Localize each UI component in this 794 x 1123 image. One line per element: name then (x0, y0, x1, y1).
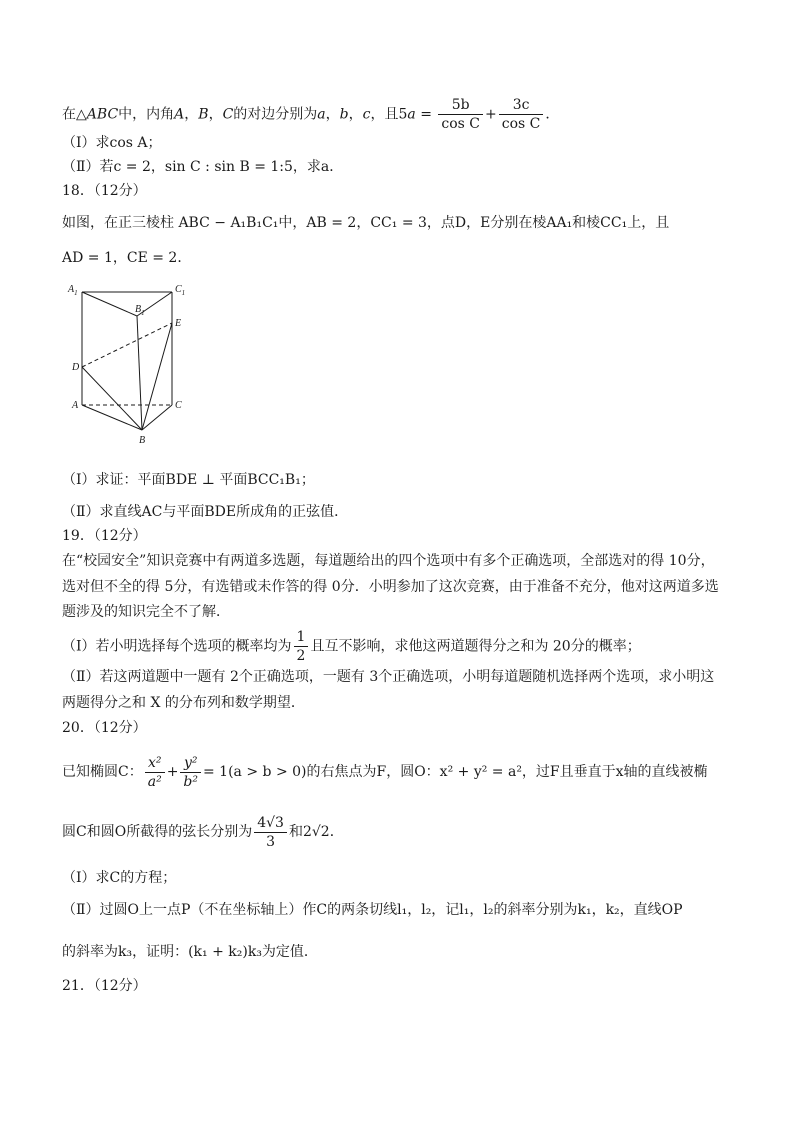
q17-angle-a: A (174, 106, 185, 123)
q20-y-num: y² (180, 754, 201, 773)
q17-stem-c: 的对边分别为 (233, 106, 318, 123)
q17-comma: ， (325, 106, 340, 123)
edge-bb1 (137, 316, 142, 430)
q20-stem-line1 (62, 752, 708, 792)
q19-part1-text-b: 且互不影响，求他这两道题得分之和为 20分的概率； (310, 638, 641, 655)
q17-angle-b: B (198, 106, 209, 123)
q20-x-num: x² (145, 754, 165, 773)
q20-chord-num: 4√3 (254, 814, 287, 833)
q17-plus: + (485, 106, 497, 123)
q17-comma: ， (208, 106, 223, 123)
q17-fraction-1-num: 5b (438, 96, 483, 115)
q18-stem-line2: AD = 1，CE = 2． (62, 250, 192, 266)
q20-stem-d: 和2√2． (288, 824, 344, 840)
q18-part1: （Ⅰ）求证：平面BDE ⊥ 平面BCC₁B₁； (62, 472, 315, 488)
edge-ab (82, 405, 142, 430)
q17-fraction-1-den: cos C (441, 116, 481, 132)
label-d: D (72, 362, 80, 373)
label-c1: $C_1$ (175, 284, 186, 297)
q19-number: 19．（12分） (62, 528, 147, 544)
q19-part2-line1: （Ⅱ）若这两道题中一题有 2个正确选项，一题有 3个正确选项，小明每道题随机选择两个选项，求小明这 (62, 669, 715, 685)
q20-x-den: a² (147, 773, 162, 790)
q17-comma: ， (348, 106, 363, 123)
edge-bc (142, 405, 172, 430)
q19-half-fraction (294, 628, 309, 665)
q20-plus: + (166, 764, 179, 780)
q17-stem-d: ，且5 (370, 106, 408, 123)
q21-number: 21．（12分） (62, 978, 147, 994)
q17-fraction-2-num: 3c (499, 96, 544, 115)
label-a1: $A_1$ (68, 284, 78, 297)
q17-angle-c: C (222, 106, 234, 123)
edge-a1b1 (82, 292, 137, 316)
q18-number: 18．（12分） (62, 183, 147, 199)
label-b1: $B_1$ (135, 304, 145, 317)
q17-triangle: ABC (86, 106, 119, 123)
q20-stem-line2 (62, 812, 344, 852)
prism-figure (62, 280, 202, 450)
segment-de-hidden (82, 323, 172, 367)
label-a: A (72, 400, 79, 411)
q17-fraction-2 (499, 96, 544, 133)
label-e: E (175, 318, 182, 329)
q20-stem-a: 已知椭圆C： (62, 764, 143, 780)
segment-eb (142, 323, 172, 430)
q19-stem-line1: 在“校园安全”知识竞赛中有两道多选题，每道题给出的四个选项中有多个正确选项，全部选对的得 10分， (62, 553, 715, 569)
q17-part2: （Ⅱ）若c = 2，sin C : sin B = 1:5，求a． (62, 159, 344, 175)
q17-stem (62, 96, 560, 132)
q17-stem-a: 在△ (62, 106, 87, 123)
q19-half-den: 2 (296, 648, 306, 664)
label-c: C (175, 400, 182, 411)
q19-stem-line2: 选对但不全的得 5分，有选错或未作答的得 0分．小明参加了这次竞赛，由于准备不充分，他对这两道多选 (62, 579, 719, 595)
q19-part2-line2: 两题得分之和 X 的分布列和数学期望． (62, 695, 305, 711)
q17-side-a: a (407, 106, 416, 123)
q20-chord-den: 3 (266, 833, 276, 850)
q20-stem-b: = 1(a > b > 0)的右焦点为F，圆O：x² + y² = a²，过F且垂直于x轴的直线被椭 (203, 764, 708, 780)
q17-period: ． (545, 106, 560, 123)
q20-chord-fraction (254, 814, 287, 851)
q17-side-c: c (362, 106, 371, 123)
q17-side-b: b (339, 106, 349, 123)
segment-db (82, 367, 142, 430)
q20-y-den: b² (183, 773, 198, 790)
q18-stem-line1: 如图，在正三棱柱 ABC − A₁B₁C₁中，AB = 2，CC₁ = 3，点D，E分别在棱AA₁和棱CC₁上，且 (62, 215, 670, 231)
q17-part1: （Ⅰ）求cos A； (62, 135, 162, 151)
q19-part1 (62, 628, 641, 664)
q20-stem-c: 圆C和圆O所截得的弦长分别为 (62, 824, 253, 840)
label-b: B (139, 435, 146, 446)
q17-stem-b: 中，内角 (118, 106, 175, 123)
q19-stem-line3: 题涉及的知识完全不了解． (62, 604, 230, 620)
q20-x-fraction (145, 754, 165, 791)
q17-fraction-1 (438, 96, 483, 133)
q19-part1-text: （Ⅰ）若小明选择每个选项的概率均为 (62, 638, 292, 655)
q17-side-a: a (317, 106, 326, 123)
q19-half-num: 1 (294, 628, 309, 647)
q20-part1: （Ⅰ）求C的方程； (62, 870, 177, 886)
q17-equals: = (415, 106, 437, 123)
q20-part2-line2: 的斜率为k₃，证明：(k₁ + k₂)k₃为定值． (62, 944, 318, 960)
q20-number: 20．（12分） (62, 720, 147, 736)
q20-part2-line1: （Ⅱ）过圆O上一点P（不在坐标轴上）作C的两条切线l₁，l₂，记l₁，l₂的斜率分别为k₁，k₂，直线OP (62, 902, 683, 918)
q17-fraction-2-den: cos C (501, 116, 541, 132)
q17-comma: ， (184, 106, 199, 123)
q20-y-fraction (180, 754, 201, 791)
q18-part2: （Ⅱ）求直线AC与平面BDE所成角的正弦值． (62, 504, 349, 520)
